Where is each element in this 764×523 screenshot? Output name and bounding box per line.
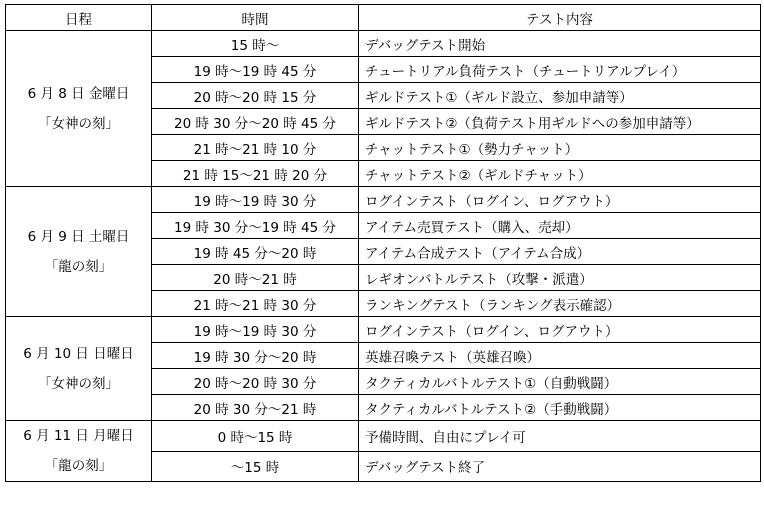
test-content-cell: チャットテスト①（勢力チャット）	[359, 135, 761, 161]
time-cell: 0 時～15 時	[152, 421, 359, 452]
test-content-cell: チュートリアル負荷テスト（チュートリアルプレイ）	[359, 57, 761, 83]
test-schedule-table-wrapper	[5, 4, 761, 482]
table-row	[6, 317, 761, 343]
test-content-cell: タクティカルバトルテスト②（手動戦闘）	[359, 395, 761, 421]
header-row	[6, 5, 761, 31]
time-cell: 19 時 45 分～20 時	[152, 239, 359, 265]
schedule-day-cell	[6, 31, 152, 187]
test-content-cell: ランキングテスト（ランキング表示確認）	[359, 291, 761, 317]
test-content-cell: ギルドテスト①（ギルド設立、参加申請等）	[359, 83, 761, 109]
schedule-date: 6 月 8 日 金曜日	[27, 85, 130, 102]
time-cell: 20 時 30 分～21 時	[152, 395, 359, 421]
time-cell: 15 時～	[152, 31, 359, 57]
time-cell: 21 時～21 時 30 分	[152, 291, 359, 317]
schedule-day-cell	[6, 421, 152, 482]
schedule-date: 6 月 9 日 土曜日	[27, 228, 130, 245]
test-schedule-table	[5, 4, 761, 482]
schedule-date: 6 月 10 日 日曜日	[23, 345, 134, 362]
test-content-cell: アイテム売買テスト（購入、売却）	[359, 213, 761, 239]
time-cell: 19 時～19 時 45 分	[152, 57, 359, 83]
test-content-cell: 英雄召喚テスト（英雄召喚）	[359, 343, 761, 369]
time-cell: 20 時 30 分～20 時 45 分	[152, 109, 359, 135]
time-cell: 20 時～21 時	[152, 265, 359, 291]
time-cell: 19 時 30 分～20 時	[152, 343, 359, 369]
test-content-cell: レギオンバトルテスト（攻撃・派遣）	[359, 265, 761, 291]
header-content: テスト内容	[359, 5, 761, 31]
schedule-session: 「龍の刻」	[44, 258, 113, 275]
test-content-cell: デバッグテスト終了	[359, 451, 761, 482]
test-content-cell: タクティカルバトルテスト①（自動戦闘）	[359, 369, 761, 395]
schedule-session: 「龍の刻」	[44, 458, 113, 474]
schedule-day-cell	[6, 317, 152, 421]
test-content-cell: アイテム合成テスト（アイテム合成）	[359, 239, 761, 265]
time-cell: 20 時～20 時 15 分	[152, 83, 359, 109]
header-time: 時間	[152, 5, 359, 31]
schedule-session: 「女神の刻」	[38, 375, 119, 392]
time-cell: 19 時 30 分～19 時 45 分	[152, 213, 359, 239]
time-cell: 19 時～19 時 30 分	[152, 187, 359, 213]
test-content-cell: ログインテスト（ログイン、ログアウト）	[359, 187, 761, 213]
header-schedule: 日程	[6, 5, 152, 31]
test-content-cell: ログインテスト（ログイン、ログアウト）	[359, 317, 761, 343]
schedule-session: 「女神の刻」	[38, 115, 119, 132]
time-cell: 21 時～21 時 10 分	[152, 135, 359, 161]
test-content-cell: チャットテスト②（ギルドチャット）	[359, 161, 761, 187]
table-row	[6, 421, 761, 452]
time-cell: 21 時 15～21 時 20 分	[152, 161, 359, 187]
time-cell: ～15 時	[152, 451, 359, 482]
schedule-date: 6 月 11 日 月曜日	[23, 428, 134, 444]
test-content-cell: デバッグテスト開始	[359, 31, 761, 57]
test-content-cell: ギルドテスト②（負荷テスト用ギルドへの参加申請等）	[359, 109, 761, 135]
table-row	[6, 31, 761, 57]
test-content-cell: 予備時間、自由にプレイ可	[359, 421, 761, 452]
schedule-body	[6, 31, 761, 482]
time-cell: 20 時～20 時 30 分	[152, 369, 359, 395]
time-cell: 19 時～19 時 30 分	[152, 317, 359, 343]
schedule-day-cell	[6, 187, 152, 317]
table-row	[6, 187, 761, 213]
